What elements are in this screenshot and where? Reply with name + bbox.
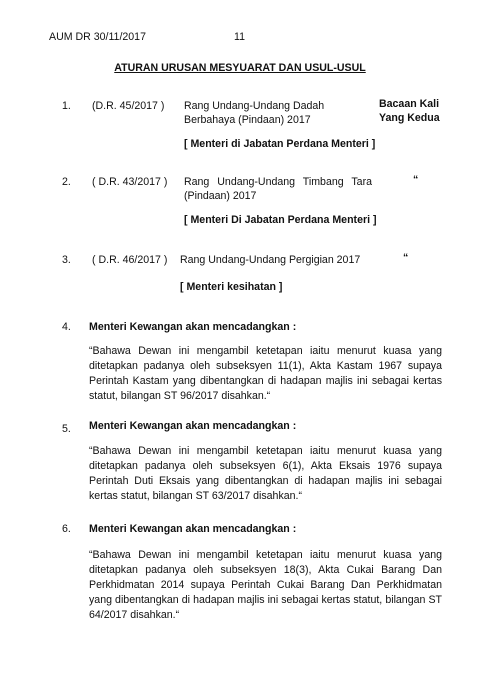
bill-ref: ( D.R. 46/2017 ): [92, 254, 168, 266]
motion-heading: Menteri Kewangan akan mencadangkan :: [89, 321, 297, 333]
page-number: 11: [234, 31, 245, 43]
motion-number: 6.: [62, 523, 71, 535]
bill-minister: [ Menteri kesihatan ]: [180, 281, 283, 293]
bill-stage: “: [413, 174, 419, 186]
bill-ref: (D.R. 45/2017 ): [92, 100, 165, 112]
page-title: ATURAN URUSAN MESYUARAT DAN USUL-USUL: [114, 62, 366, 74]
bill-number: 2.: [62, 176, 71, 188]
motion-text: “Bahawa Dewan ini mengambil ketetapan iaitu menurut kuasa yang ditetapkan padanya oleh subseksyen 18(3), Akta Cukai Barang Dan Perkhidmatan 2014 supaya Perintah Cukai Barang Dan Perkhidmatan yang dibentangkan di hadapan majlis ini sebagai kertas statut, bilangan ST 64/2017 disahkan.“: [89, 549, 442, 621]
bill-number: 1.: [62, 100, 71, 112]
bill-stage: “: [403, 252, 409, 264]
bill-number: 3.: [62, 254, 71, 266]
motion-number: 4.: [62, 321, 71, 333]
bill-title: Rang Undang-Undang Pergigian 2017: [180, 254, 361, 266]
motion-text: “Bahawa Dewan ini mengambil ketetapan iaitu menurut kuasa yang ditetapkan padanya oleh subseksyen 6(1), Akta Eksais 1976 supaya Perintah Duti Eksais yang dibentangkan di hadapan majlis ini sebagai kertas statut, bilangan ST 63/2017 disahkan.“: [89, 445, 442, 502]
motion-text: “Bahawa Dewan ini mengambil ketetapan iaitu menurut kuasa yang ditetapkan padanya oleh subseksyen 11(1), Akta Kastam 1967 supaya Perintah Kastam yang dibentangkan di hadapan majlis ini sebagai kertas statut, bilangan ST 96/2017 disahkan.“: [89, 345, 442, 402]
bill-ref: ( D.R. 43/2017 ): [92, 176, 168, 188]
motion-heading: Menteri Kewangan akan mencadangkan :: [89, 420, 297, 432]
bill-title: Rang Undang-Undang Timbang Tara (Pindaan) 2017: [184, 176, 372, 202]
bill-minister: [ Menteri di Jabatan Perdana Menteri ]: [184, 138, 376, 150]
motion-number: 5.: [62, 423, 71, 435]
bill-minister: [ Menteri Di Jabatan Perdana Menteri ]: [184, 214, 377, 226]
bill-stage: Bacaan Kali Yang Kedua: [379, 98, 440, 124]
document-ref: AUM DR 30/11/2017: [49, 31, 146, 43]
motion-heading: Menteri Kewangan akan mencadangkan :: [89, 523, 297, 535]
bill-title: Rang Undang-Undang Dadah Berbahaya (Pindaan) 2017: [184, 100, 325, 126]
